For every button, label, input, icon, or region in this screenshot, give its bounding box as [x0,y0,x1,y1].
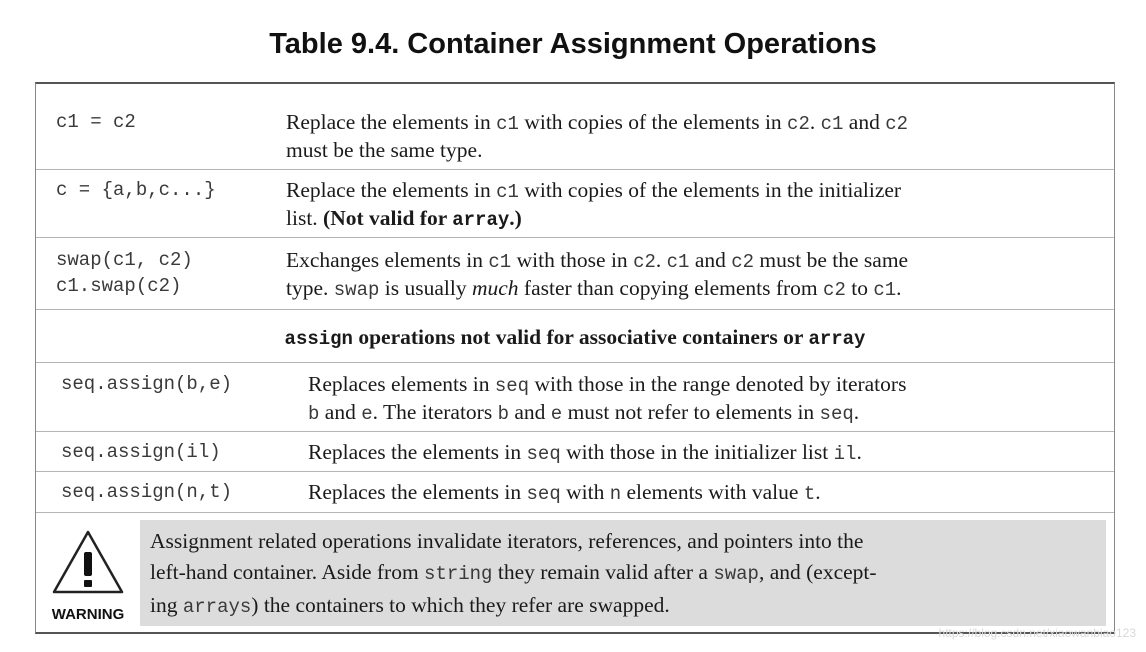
text-line: left-hand container. Aside from string they remain valid after a swap, and (except- [150,560,877,585]
assign-section-heading: assign operations not valid for associative containers or array [284,325,866,350]
text-line: Exchanges elements in c1 with those in c2. c1 and c2 must be the same [286,248,909,273]
op-swap [56,247,193,299]
text-line: Replace the elements in c1 with copies of the elements in the initializer [286,178,902,203]
row-divider [36,362,1114,363]
text-line: Replace the elements in c1 with copies of the elements in c2. c1 and c2 [286,110,909,135]
desc-c1-eq-c2 [286,109,908,163]
text-line: Replaces the elements in seq with those in the initializer list il. [308,440,862,465]
warning-block-icon [46,524,130,624]
op-assign-il [61,439,221,465]
warning-note [140,520,1106,626]
warning-text [150,526,877,623]
operation-code: c1 = c2 [56,111,136,133]
op-c1-eq-c2 [56,109,136,135]
table-title: Table 9.4. Container Assignment Operations [269,28,877,60]
op-assign-b-e [61,371,232,397]
operation-code: seq.assign(il) [61,441,221,463]
operation-code: seq.assign(b,e) [61,373,233,395]
desc-assign-il [308,439,862,467]
operation-code: c = {a,b,c...} [56,179,216,201]
desc-assign-b-e [308,371,906,427]
row-divider [36,237,1114,238]
operation-code: swap(c1, c2) [56,249,193,271]
text-line: Replaces elements in seq with those in the range denoted by iterators [308,372,907,397]
text-line: type. swap is usually much faster than copying elements from c2 to c1. [286,276,902,301]
row-divider [36,431,1114,432]
warning-label: WARNING [51,606,125,623]
text-line: list. (Not valid for array.) [286,206,522,231]
text-line: Assignment related operations invalidate iterators, references, and pointers into the [150,529,864,553]
text-line: Replaces the elements in seq with n elements with value t. [308,480,821,505]
watermark: https://blog.csdn.net/xiaowanbiao123 [938,626,1136,640]
row-divider [36,309,1114,310]
desc-swap [286,247,908,303]
text-line: b and e. The iterators b and e must not refer to elements in seq. [308,400,860,425]
op-assign-n-t [61,479,232,505]
op-initializer-list [56,177,216,203]
operation-code: seq.assign(n,t) [61,481,233,503]
text-line: must be the same type. [286,138,483,162]
row-divider [36,471,1114,472]
operations-table [35,82,1115,634]
desc-initializer-list [286,177,901,233]
row-divider [36,169,1114,170]
warning-triangle-icon [46,524,130,604]
row-divider [36,512,1114,513]
text-line: ing arrays) the containers to which they refer are swapped. [150,593,670,618]
operation-code: c1.swap(c2) [56,275,182,297]
desc-assign-n-t [308,479,821,507]
